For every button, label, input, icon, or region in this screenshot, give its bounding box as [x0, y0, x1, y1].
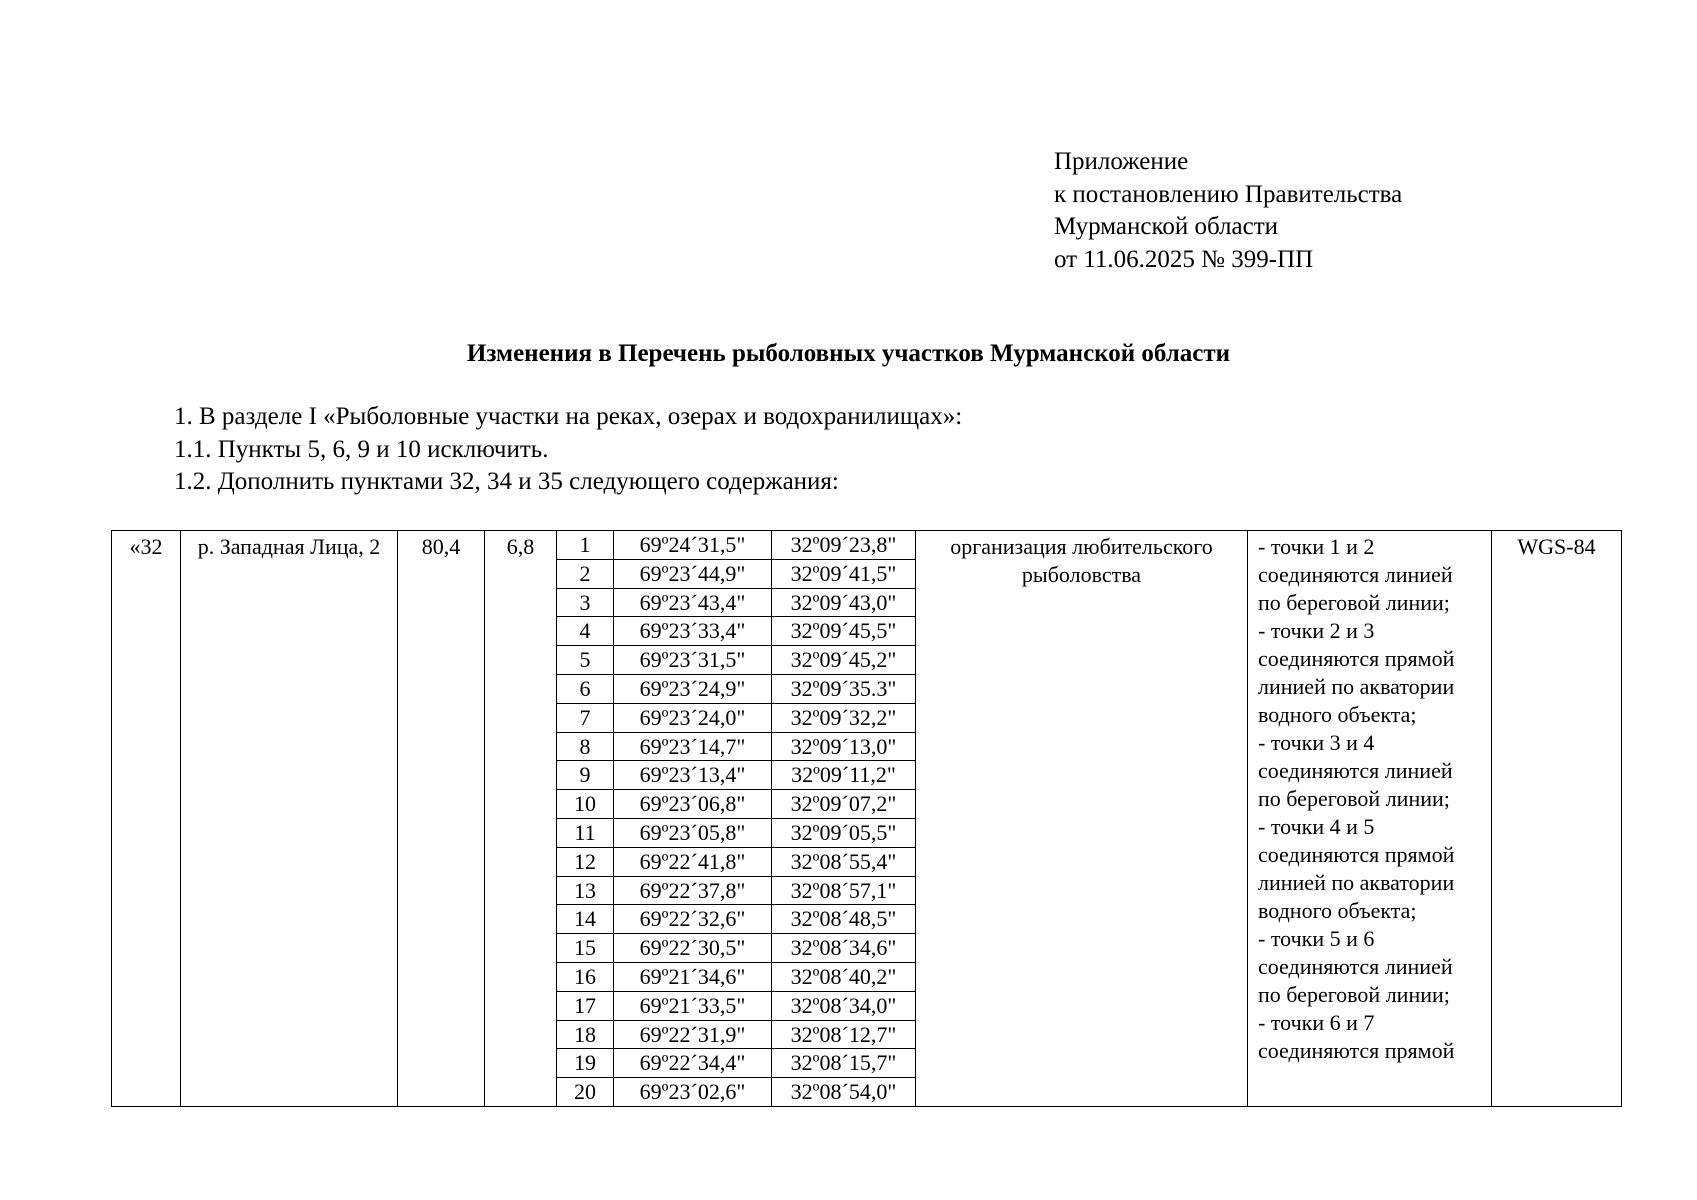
appendix-line: к постановлению Правительства: [1054, 180, 1403, 208]
latitude-cell: 69º23´14,7": [614, 732, 772, 761]
latitude-cell: 69º23´05,8": [614, 818, 772, 847]
boundary-description-line: водного объекта;: [1258, 898, 1417, 923]
latitude-cell: 69º22´41,8": [614, 847, 772, 876]
point-number-cell: 18: [557, 1020, 614, 1049]
fishing-area-table: [111, 530, 1622, 1107]
latitude-cell: 69º23´02,6": [614, 1078, 772, 1107]
boundary-description-line: соединяются прямой: [1258, 1038, 1455, 1063]
latitude-cell: 69º23´06,8": [614, 790, 772, 819]
document-title: Изменения в Перечень рыболовных участков Мурманской области: [466, 340, 1231, 367]
item-number-cell: «32: [112, 531, 181, 1107]
latitude-cell: 69º23´13,4": [614, 761, 772, 790]
boundary-description-line: соединяются прямой: [1258, 842, 1455, 867]
point-number-cell: 8: [557, 732, 614, 761]
latitude-cell: 69º21´34,6": [614, 962, 772, 991]
point-number-cell: 14: [557, 905, 614, 934]
latitude-cell: 69º22´31,9": [614, 1020, 772, 1049]
point-number-cell: 13: [557, 876, 614, 905]
intro-paragraphs: [174, 401, 962, 499]
boundary-description-line: - точки 5 и 6: [1258, 926, 1375, 951]
boundary-description-line: - точки 2 и 3: [1258, 618, 1375, 643]
point-number-cell: 17: [557, 991, 614, 1020]
table-body: [112, 531, 1622, 1107]
point-number-cell: 12: [557, 847, 614, 876]
boundary-description-line: - точки 6 и 7: [1258, 1010, 1375, 1035]
length-cell: 6,8: [485, 531, 557, 1107]
longitude-cell: 32º09´45,2": [772, 646, 916, 675]
point-number-cell: 4: [557, 617, 614, 646]
longitude-cell: 32º09´05,5": [772, 818, 916, 847]
point-number-cell: 6: [557, 674, 614, 703]
point-number-cell: 9: [557, 761, 614, 790]
point-number-cell: 3: [557, 588, 614, 617]
point-number-cell: 11: [557, 818, 614, 847]
latitude-cell: 69º23´24,0": [614, 703, 772, 732]
appendix-line: Мурманской области: [1054, 213, 1279, 240]
boundary-description-line: линией по акватории: [1258, 674, 1455, 699]
intro-line: 1.2. Дополнить пунктами 32, 34 и 35 следующего содержания:: [174, 468, 839, 495]
longitude-cell: 32º09´07,2": [772, 790, 916, 819]
coordinate-system-cell: WGS-84: [1492, 531, 1622, 1107]
boundary-description-line: по береговой линии;: [1258, 786, 1450, 811]
boundary-description-cell: [1248, 531, 1492, 1107]
boundary-description-line: соединяются линией: [1258, 954, 1453, 979]
intro-line: 1. В разделе I «Рыболовные участки на реках, озерах и водохранилищах»:: [174, 403, 963, 430]
latitude-cell: 69º22´37,8": [614, 876, 772, 905]
boundary-description-line: по береговой линии;: [1258, 982, 1450, 1007]
latitude-cell: 69º22´30,5": [614, 934, 772, 963]
longitude-cell: 32º08´54,0": [772, 1078, 916, 1107]
latitude-cell: 69º24´31,5": [614, 531, 772, 560]
latitude-cell: 69º23´31,5": [614, 646, 772, 675]
boundary-description-line: водного объекта;: [1258, 702, 1417, 727]
longitude-cell: 32º08´55,4": [772, 847, 916, 876]
boundary-description-line: - точки 3 и 4: [1258, 730, 1375, 755]
point-number-cell: 10: [557, 790, 614, 819]
latitude-cell: 69º23´33,4": [614, 617, 772, 646]
boundary-description-line: по береговой линии;: [1258, 590, 1450, 615]
latitude-cell: 69º23´43,4": [614, 588, 772, 617]
boundary-description-line: линией по акватории: [1258, 870, 1455, 895]
area-cell: 80,4: [398, 531, 485, 1107]
intro-line: 1.1. Пункты 5, 6, 9 и 10 исключить.: [174, 435, 549, 463]
table-row: [112, 531, 1622, 560]
longitude-cell: 32º08´12,7": [772, 1020, 916, 1049]
point-number-cell: 5: [557, 646, 614, 675]
longitude-cell: 32º09´41,5": [772, 559, 916, 588]
latitude-cell: 69º22´34,4": [614, 1049, 772, 1078]
longitude-cell: 32º08´34,6": [772, 934, 916, 963]
longitude-cell: 32º08´48,5": [772, 905, 916, 934]
appendix-header: [1054, 146, 1402, 276]
point-number-cell: 16: [557, 962, 614, 991]
latitude-cell: 69º23´44,9": [614, 559, 772, 588]
point-number-cell: 15: [557, 934, 614, 963]
longitude-cell: 32º08´34,0": [772, 991, 916, 1020]
point-number-cell: 1: [557, 531, 614, 560]
appendix-line: Приложение: [1054, 148, 1189, 175]
longitude-cell: 32º08´15,7": [772, 1049, 916, 1078]
point-number-cell: 2: [557, 559, 614, 588]
latitude-cell: 69º21´33,5": [614, 991, 772, 1020]
latitude-cell: 69º22´32,6": [614, 905, 772, 934]
longitude-cell: 32º08´57,1": [772, 876, 916, 905]
boundary-description-line: - точки 1 и 2: [1258, 534, 1375, 559]
boundary-description-line: соединяются прямой: [1258, 646, 1455, 671]
longitude-cell: 32º09´11,2": [772, 761, 916, 790]
boundary-description-line: соединяются линией: [1258, 758, 1453, 783]
water-body-cell: р. Западная Лица, 2: [181, 531, 398, 1107]
longitude-cell: 32º09´45,5": [772, 617, 916, 646]
longitude-cell: 32º09´23,8": [772, 531, 916, 560]
point-number-cell: 19: [557, 1049, 614, 1078]
boundary-description-line: - точки 4 и 5: [1258, 814, 1375, 839]
appendix-line: от 11.06.2025 № 399-ПП: [1054, 245, 1314, 273]
longitude-cell: 32º08´40,2": [772, 962, 916, 991]
longitude-cell: 32º09´35.3": [772, 674, 916, 703]
point-number-cell: 7: [557, 703, 614, 732]
longitude-cell: 32º09´43,0": [772, 588, 916, 617]
longitude-cell: 32º09´13,0": [772, 732, 916, 761]
latitude-cell: 69º23´24,9": [614, 674, 772, 703]
purpose-cell: организация любительского рыболовства: [916, 531, 1248, 1107]
point-number-cell: 20: [557, 1078, 614, 1107]
longitude-cell: 32º09´32,2": [772, 703, 916, 732]
boundary-description-line: соединяются линией: [1258, 562, 1453, 587]
